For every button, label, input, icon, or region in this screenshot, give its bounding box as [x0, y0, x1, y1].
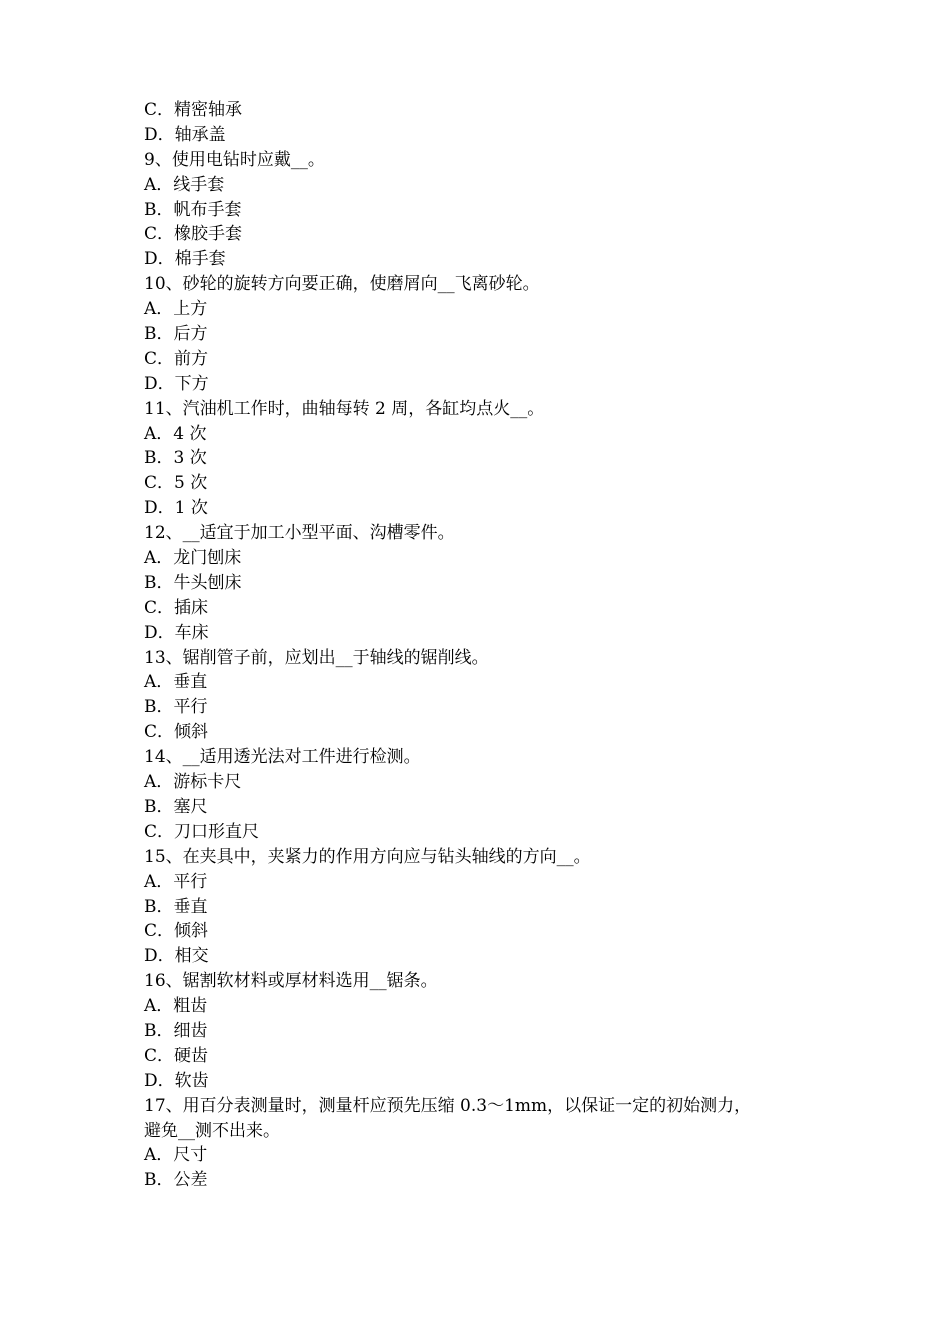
option-c-q10: C．前方 — [144, 348, 209, 369]
option-b-q17: B．公差 — [144, 1170, 208, 1191]
option-c-q9: C．橡胶手套 — [144, 224, 243, 245]
option-a-q10: A．上方 — [144, 299, 208, 320]
option-c-q11: C．5 次 — [144, 473, 208, 494]
option-d-q9: D．棉手套 — [144, 249, 226, 270]
option-b-q14: B．塞尺 — [144, 796, 208, 817]
option-c-q12: C．插床 — [144, 597, 209, 618]
option-d-q15: D．相交 — [144, 946, 209, 967]
option-b-q10: B．后方 — [144, 324, 208, 345]
question-9: 9、使用电钻时应戴__。 — [144, 149, 325, 170]
option-d-q8: D．轴承盖 — [144, 124, 226, 145]
question-13: 13、锯削管子前，应划出__于轴线的锯削线。 — [144, 647, 489, 668]
document-page — [144, 98, 814, 1193]
option-c-q15: C．倾斜 — [144, 921, 209, 942]
question-15: 15、在夹具中，夹紧力的作用方向应与钻头轴线的方向__。 — [144, 846, 591, 867]
option-c-q16: C．硬齿 — [144, 1045, 209, 1066]
question-10: 10、砂轮的旋转方向要正确，使磨屑向__飞离砂轮。 — [144, 274, 540, 295]
option-c-q8: C．精密轴承 — [144, 100, 243, 120]
option-c-q13: C．倾斜 — [144, 722, 209, 743]
option-b-q15: B．垂直 — [144, 896, 208, 917]
option-d-q10: D．下方 — [144, 373, 209, 394]
option-c-q14: C．刀口形直尺 — [144, 821, 260, 842]
option-a-q13: A．垂直 — [144, 672, 208, 693]
question-14: 14、__适用透光法对工件进行检测。 — [144, 747, 421, 768]
question-17-line-1: 17、用百分表测量时，测量杆应预先压缩 0.3～1mm，以保证一定的初始测力， — [144, 1095, 752, 1116]
option-b-q12: B．牛头刨床 — [144, 572, 242, 593]
option-b-q9: B．帆布手套 — [144, 199, 242, 220]
option-d-q12: D．车床 — [144, 622, 209, 643]
option-a-q11: A．4 次 — [144, 423, 207, 444]
option-a-q16: A．粗齿 — [144, 996, 208, 1017]
option-a-q17: A．尺寸 — [144, 1145, 208, 1166]
option-a-q12: A．龙门刨床 — [144, 548, 242, 569]
option-b-q13: B．平行 — [144, 697, 208, 718]
option-b-q16: B．细齿 — [144, 1020, 208, 1041]
option-a-q14: A．游标卡尺 — [144, 772, 242, 793]
question-17-line-2: 避免__测不出来。 — [144, 1120, 280, 1141]
question-11: 11、汽油机工作时，曲轴每转 2 周，各缸均点火__。 — [144, 398, 545, 419]
option-d-q11: D．1 次 — [144, 498, 208, 519]
option-d-q16: D．软齿 — [144, 1070, 209, 1091]
question-16: 16、锯割软材料或厚材料选用__锯条。 — [144, 971, 438, 992]
option-b-q11: B．3 次 — [144, 448, 207, 469]
question-12: 12、__适宜于加工小型平面、沟槽零件。 — [144, 523, 455, 544]
option-a-q15: A．平行 — [144, 871, 208, 892]
option-a-q9: A．线手套 — [144, 174, 225, 195]
